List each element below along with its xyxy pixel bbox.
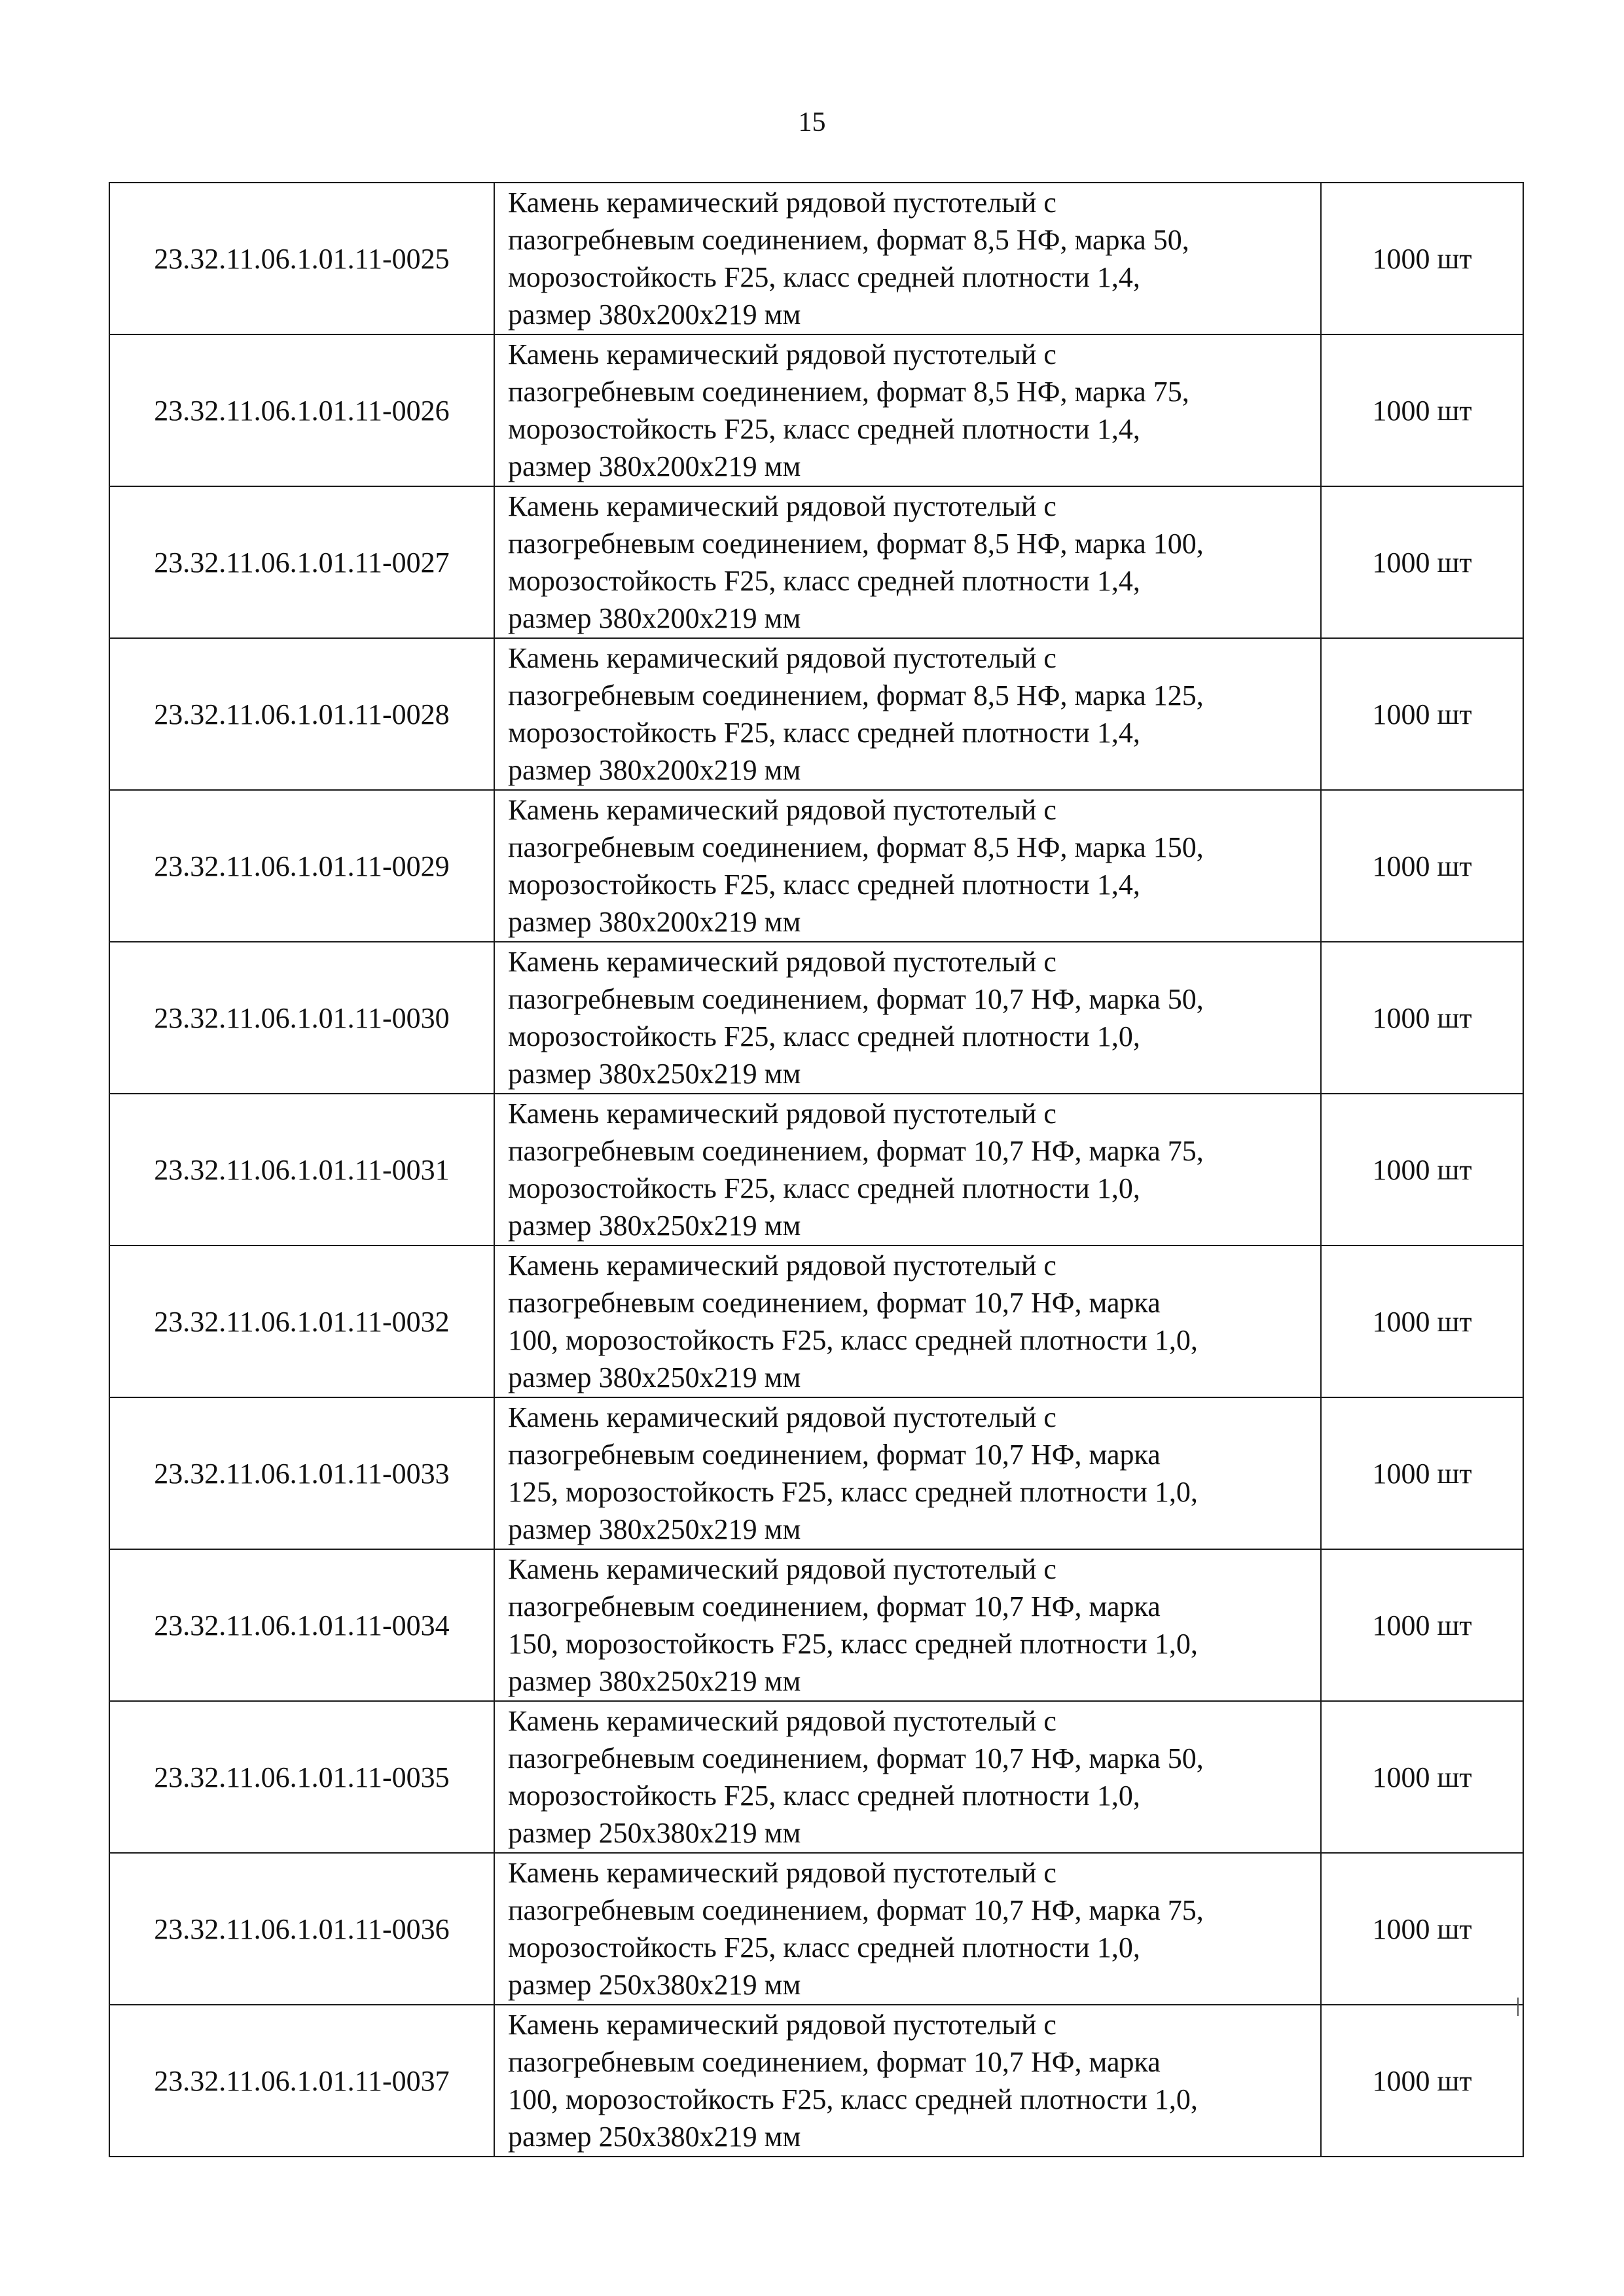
table-row	[109, 790, 1523, 942]
resource-name-line: морозостойкость F25, класс средней плотности 1,0,	[508, 1780, 1140, 1812]
resource-code-cell: 23.32.11.06.1.01.11-0025	[109, 183, 494, 334]
resource-name-line: размер 380х200х219 мм	[508, 450, 801, 482]
resource-name-line: Камень керамический рядовой пустотелый с	[508, 1705, 1056, 1737]
resource-name-line: размер 380х200х219 мм	[508, 906, 801, 938]
resource-name-line: морозостойкость F25, класс средней плотности 1,4,	[508, 413, 1140, 445]
resource-name-line: Камень керамический рядовой пустотелый с	[508, 794, 1056, 826]
materials-table-body	[109, 183, 1523, 2157]
resource-name-line: пазогребневым соединением, формат 10,7 НФ, марка 50,	[508, 983, 1204, 1015]
unit-cell: 1000 шт	[1321, 1094, 1523, 1246]
resource-name-cell	[494, 183, 1321, 334]
resource-name-line: размер 380х250х219 мм	[508, 1210, 801, 1242]
resource-name-line: размер 380х200х219 мм	[508, 602, 801, 634]
resource-name-line: Камень керамический рядовой пустотелый с	[508, 1857, 1056, 1889]
unit-cell: 1000 шт	[1321, 1397, 1523, 1549]
resource-name-line: 150, морозостойкость F25, класс средней плотности 1,0,	[508, 1628, 1198, 1660]
resource-name-line: морозостойкость F25, класс средней плотности 1,0,	[508, 1020, 1140, 1052]
resource-name-cell	[494, 1701, 1321, 1853]
resource-name-cell	[494, 1853, 1321, 2005]
resource-name-line: 100, морозостойкость F25, класс средней плотности 1,0,	[508, 2083, 1198, 2115]
resource-name-line: пазогребневым соединением, формат 8,5 НФ, марка 75,	[508, 376, 1189, 408]
resource-name-line: морозостойкость F25, класс средней плотности 1,4,	[508, 869, 1140, 901]
table-row	[109, 183, 1523, 334]
resource-name-line: морозостойкость F25, класс средней плотности 1,4,	[508, 717, 1140, 749]
resource-name-line: морозостойкость F25, класс средней плотности 1,0,	[508, 1172, 1140, 1204]
table-row	[109, 334, 1523, 486]
resource-name-line: пазогребневым соединением, формат 8,5 НФ, марка 50,	[508, 224, 1189, 256]
resource-name-cell	[494, 486, 1321, 638]
unit-cell: 1000 шт	[1321, 334, 1523, 486]
resource-name-line: Камень керамический рядовой пустотелый с	[508, 187, 1056, 219]
table-row	[109, 2005, 1523, 2157]
table-row	[109, 1853, 1523, 2005]
resource-code-cell: 23.32.11.06.1.01.11-0034	[109, 1549, 494, 1701]
table-row	[109, 486, 1523, 638]
unit-cell: 1000 шт	[1321, 790, 1523, 942]
resource-name-cell	[494, 1094, 1321, 1246]
resource-name-line: пазогребневым соединением, формат 8,5 НФ, марка 150,	[508, 831, 1204, 863]
resource-name-line: размер 380х250х219 мм	[508, 1665, 801, 1697]
resource-name-cell	[494, 638, 1321, 790]
resource-code-cell: 23.32.11.06.1.01.11-0027	[109, 486, 494, 638]
resource-name-line: Камень керамический рядовой пустотелый с	[508, 1553, 1056, 1585]
resource-name-line: пазогребневым соединением, формат 10,7 НФ, марка 75,	[508, 1894, 1204, 1926]
unit-cell: 1000 шт	[1321, 1853, 1523, 2005]
resource-name-line: Камень керамический рядовой пустотелый с	[508, 338, 1056, 370]
page-number: 15	[798, 107, 826, 137]
table-row	[109, 1549, 1523, 1701]
table-row	[109, 1701, 1523, 1853]
resource-code-cell: 23.32.11.06.1.01.11-0030	[109, 942, 494, 1094]
resource-name-line: размер 380х200х219 мм	[508, 298, 801, 331]
resource-name-line: Камень керамический рядовой пустотелый с	[508, 642, 1056, 674]
resource-name-line: Камень керамический рядовой пустотелый с	[508, 1249, 1056, 1282]
resource-name-line: размер 380х250х219 мм	[508, 1361, 801, 1393]
resource-code-cell: 23.32.11.06.1.01.11-0029	[109, 790, 494, 942]
resource-code-cell: 23.32.11.06.1.01.11-0036	[109, 1853, 494, 2005]
resource-name-line: морозостойкость F25, класс средней плотности 1,4,	[508, 261, 1140, 293]
resource-name-line: 100, морозостойкость F25, класс средней плотности 1,0,	[508, 1324, 1198, 1356]
resource-code-cell: 23.32.11.06.1.01.11-0031	[109, 1094, 494, 1246]
unit-cell: 1000 шт	[1321, 1549, 1523, 1701]
table-row	[109, 1397, 1523, 1549]
resource-name-line: пазогребневым соединением, формат 10,7 НФ, марка 50,	[508, 1742, 1204, 1774]
resource-name-line: пазогребневым соединением, формат 10,7 НФ, марка	[508, 1439, 1161, 1471]
resource-name-cell	[494, 1246, 1321, 1397]
resource-name-line: пазогребневым соединением, формат 10,7 НФ, марка 75,	[508, 1135, 1204, 1167]
resource-name-cell	[494, 334, 1321, 486]
unit-cell: 1000 шт	[1321, 1246, 1523, 1397]
resource-name-line: размер 380х200х219 мм	[508, 754, 801, 786]
resource-name-line: пазогребневым соединением, формат 10,7 НФ, марка	[508, 1287, 1161, 1319]
resource-name-cell	[494, 1549, 1321, 1701]
scan-artifact-mark	[1517, 1998, 1519, 2016]
table-row	[109, 638, 1523, 790]
resource-name-line: пазогребневым соединением, формат 8,5 НФ, марка 125,	[508, 679, 1204, 711]
resource-code-cell: 23.32.11.06.1.01.11-0028	[109, 638, 494, 790]
resource-name-line: размер 380х250х219 мм	[508, 1058, 801, 1090]
resource-name-cell	[494, 1397, 1321, 1549]
resource-name-cell	[494, 2005, 1321, 2157]
resource-name-cell	[494, 942, 1321, 1094]
resource-code-cell: 23.32.11.06.1.01.11-0037	[109, 2005, 494, 2157]
table-row	[109, 942, 1523, 1094]
unit-cell: 1000 шт	[1321, 1701, 1523, 1853]
resource-code-cell: 23.32.11.06.1.01.11-0035	[109, 1701, 494, 1853]
resource-name-line: размер 250х380х219 мм	[508, 2121, 801, 2153]
resource-code-cell: 23.32.11.06.1.01.11-0032	[109, 1246, 494, 1397]
unit-cell: 1000 шт	[1321, 2005, 1523, 2157]
resource-name-line: 125, морозостойкость F25, класс средней плотности 1,0,	[508, 1476, 1198, 1508]
table-row	[109, 1094, 1523, 1246]
materials-table	[109, 182, 1524, 2157]
unit-cell: 1000 шт	[1321, 942, 1523, 1094]
materials-table-container	[109, 182, 1523, 2157]
resource-name-cell	[494, 790, 1321, 942]
resource-name-line: Камень керамический рядовой пустотелый с	[508, 1098, 1056, 1130]
resource-name-line: морозостойкость F25, класс средней плотности 1,4,	[508, 565, 1140, 597]
resource-name-line: пазогребневым соединением, формат 10,7 НФ, марка	[508, 2046, 1161, 2078]
resource-code-cell: 23.32.11.06.1.01.11-0033	[109, 1397, 494, 1549]
resource-name-line: размер 250х380х219 мм	[508, 1817, 801, 1849]
unit-cell: 1000 шт	[1321, 183, 1523, 334]
resource-name-line: пазогребневым соединением, формат 10,7 НФ, марка	[508, 1590, 1161, 1623]
resource-name-line: пазогребневым соединением, формат 8,5 НФ, марка 100,	[508, 528, 1204, 560]
table-row	[109, 1246, 1523, 1397]
unit-cell: 1000 шт	[1321, 638, 1523, 790]
resource-name-line: Камень керамический рядовой пустотелый с	[508, 490, 1056, 522]
resource-name-line: размер 380х250х219 мм	[508, 1513, 801, 1545]
resource-code-cell: 23.32.11.06.1.01.11-0026	[109, 334, 494, 486]
resource-name-line: Камень керамический рядовой пустотелый с	[508, 2009, 1056, 2041]
resource-name-line: морозостойкость F25, класс средней плотности 1,0,	[508, 1931, 1140, 1964]
unit-cell: 1000 шт	[1321, 486, 1523, 638]
resource-name-line: размер 250х380х219 мм	[508, 1969, 801, 2001]
resource-name-line: Камень керамический рядовой пустотелый с	[508, 1401, 1056, 1433]
resource-name-line: Камень керамический рядовой пустотелый с	[508, 946, 1056, 978]
